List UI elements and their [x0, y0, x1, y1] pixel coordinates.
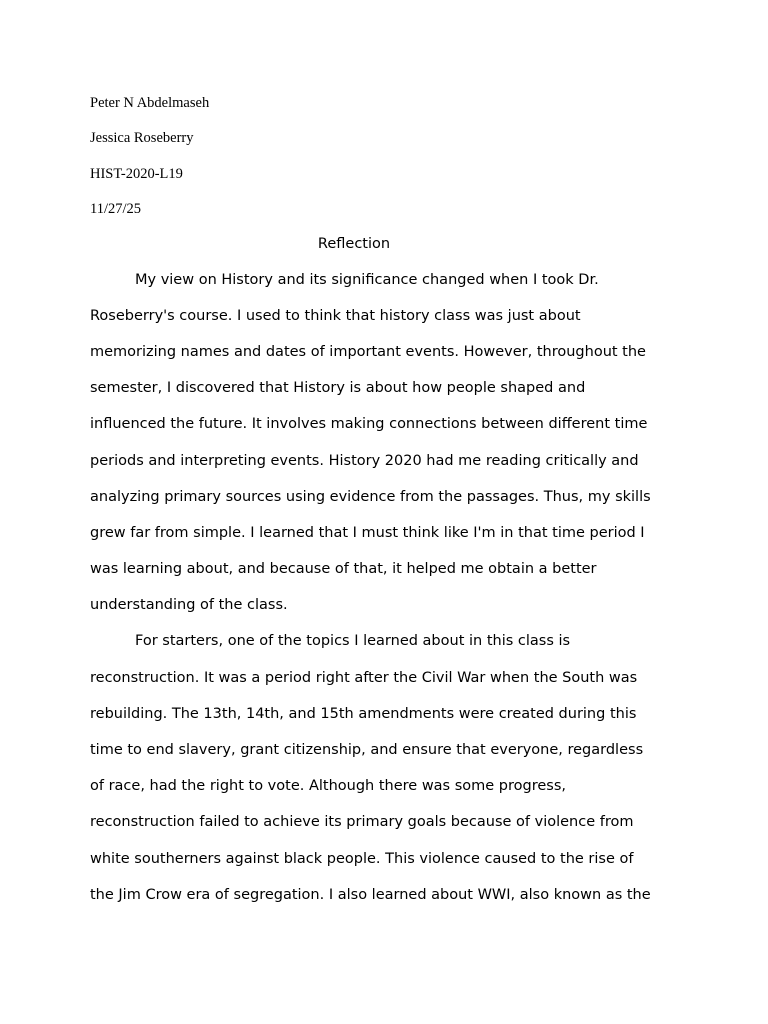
paragraph-line: grew far from simple. I learned that I must think like I'm in that time period I [90, 525, 645, 541]
paragraph-line: of race, had the right to vote. Although there was some progress, [90, 778, 567, 794]
date: 11/27/25 [90, 201, 142, 217]
paragraph-line: reconstruction failed to achieve its primary goals because of violence from [90, 814, 634, 830]
paragraph-line: was learning about, and because of that, it helped me obtain a better [90, 561, 597, 577]
paragraph-line: analyzing primary sources using evidence from the passages. Thus, my skills [90, 489, 651, 505]
paragraph-line: white southerners against black people. This violence caused to the rise of [90, 851, 634, 867]
paragraph-line: memorizing names and dates of important events. However, throughout the [90, 344, 646, 360]
paragraph-line: semester, I discovered that History is about how people shaped and [90, 380, 586, 396]
paragraph-line: For starters, one of the topics I learned about in this class is [135, 633, 571, 649]
document-title: Reflection [317, 236, 391, 252]
paragraph-line: understanding of the class. [90, 597, 288, 613]
paragraph-line: My view on History and its significance changed when I took Dr. [135, 272, 599, 288]
paragraph-line: time to end slavery, grant citizenship, and ensure that everyone, regardless [90, 742, 644, 758]
paragraph-line: reconstruction. It was a period right after the Civil War when the South was [90, 670, 638, 686]
course-code: HIST-2020-L19 [90, 166, 183, 182]
paragraph-line: Roseberry's course. I used to think that history class was just about [90, 308, 581, 324]
paragraph-line: the Jim Crow era of segregation. I also learned about WWI, also known as the [90, 887, 651, 903]
author-name: Peter N Abdelmaseh [90, 95, 210, 111]
paragraph-line: periods and interpreting events. History 2020 had me reading critically and [90, 453, 639, 469]
paragraph-line: influenced the future. It involves making connections between different time [90, 416, 648, 432]
instructor-name: Jessica Roseberry [90, 130, 194, 146]
paragraph-line: rebuilding. The 13th, 14th, and 15th amendments were created during this [90, 706, 637, 722]
